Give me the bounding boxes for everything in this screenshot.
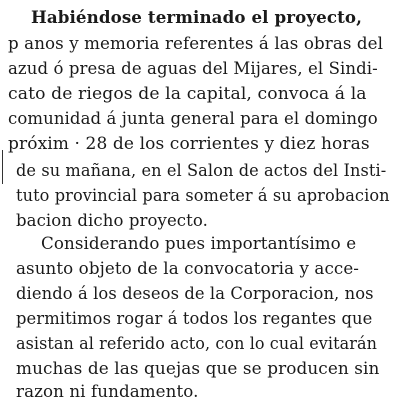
text-line: cato de riegos de la capital, convoca á la [8, 84, 367, 104]
text-line: razon ni fundamento. [16, 382, 199, 402]
text-line: Considerando pues importantísimo e [41, 234, 357, 254]
column-rule [2, 150, 3, 184]
text-line: asistan al referido acto, con lo cual evitarán [16, 334, 377, 354]
text-line: diendo á los deseos de la Corporacion, nos [16, 284, 374, 304]
headline-line: Habiéndose terminado el proyecto, [31, 8, 362, 28]
text-line: asunto objeto de la convocatoria y acce- [16, 259, 360, 279]
text-line: p anos y memoria referentes á las obras del [8, 34, 384, 54]
text-line: bacion dicho proyecto. [16, 211, 208, 231]
text-line: permitimos rogar á todos los regantes que [16, 309, 373, 329]
text-line: comunidad á junta general para el domingo [8, 109, 378, 129]
text-line: próxim · 28 de los corrientes y diez horas [8, 134, 370, 154]
text-line: de su mañana, en el Salon de actos del Insti- [16, 161, 387, 181]
text-line: azud ó presa de aguas del Mijares, el Sindi- [8, 59, 378, 79]
text-line: tuto provincial para someter á su aprobacion [16, 186, 390, 206]
text-line: muchas de las quejas que se producen sin [16, 359, 380, 379]
